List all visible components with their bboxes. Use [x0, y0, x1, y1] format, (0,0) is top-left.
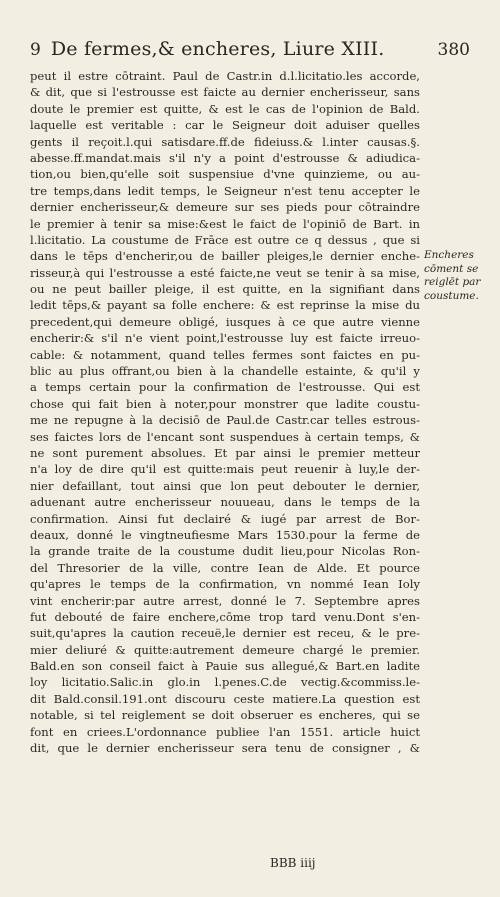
margin-note-line: Encheres [424, 249, 474, 261]
text-line: cable: & notamment, quand telles fermes sont faictes en pu- [30, 347, 420, 362]
text-line: loy licitatio.Salic.in glo.in l.penes.C.de vectig.&commiss.le- [30, 675, 420, 690]
text-line: chose qui fait bien à noter,pour monstrer que ladite coustu- [30, 396, 420, 411]
running-title: De fermes,& encheres, Liure XIII. [50, 38, 385, 60]
text-line: dit Bald.consil.191.ont discouru ceste matiere.La question est [30, 691, 420, 706]
text-line: risseur,à qui l'estrousse a esté faicte,ne veut se tenir à sa mise, [30, 265, 420, 280]
body-text [30, 68, 420, 756]
margin-note-line: cōment se [424, 262, 479, 275]
text-line: laquelle est veritable : car le Seigneur doit aduiser quelles [30, 118, 420, 133]
text-line: Bald.en son conseil faict à Pauie sus allegué,& Bart.en ladite [30, 659, 420, 674]
text-line: peut il estre cōtraint. Paul de Castr.in d.l.licitatio.les accorde, [30, 69, 420, 83]
text-line: deaux, donné le vingtneufiesme Mars 1530.pour la ferme de [30, 527, 420, 542]
text-line: ledit tēps,& payant sa folle enchere: & est reprinse la mise du [30, 298, 420, 313]
text-line: ses faictes lors de l'encant sont suspendues à certain temps, & [30, 429, 420, 444]
text-line: n'a loy de dire qu'il est quitte:mais peut reuenir à luy,le der- [30, 462, 420, 477]
text-line: font en criees.L'ordonnance publiee l'an 1551. article huict [30, 724, 420, 739]
text-line: gents il reçoit.l.qui satisdare.ff.de fideiuss.& l.inter causas.§. [30, 134, 420, 149]
text-line: confirmation. Ainsi fut declairé & iugé par arrest de Bor- [30, 511, 420, 526]
section-mark: 9 [30, 40, 41, 60]
text-line: me ne repugne à la decisiō de Paul.de Castr.car telles estrous- [30, 413, 420, 428]
margin-note [424, 249, 488, 303]
text-line: fut debouté de faire enchere,cōme trop tard venu.Dont s'en- [30, 609, 420, 624]
text-line: dans le tēps d'encherir,ou de bailler pleiges,le dernier enche- [30, 249, 420, 264]
text-line: & dit, que si l'estrousse est faicte au dernier encherisseur, sans [30, 85, 420, 100]
margin-note-line: reiglēt par [424, 276, 481, 288]
text-line: tre temps,dans ledit temps, le Seigneur n'est tenu accepter le [30, 183, 420, 198]
signature-mark: BBB iiij [270, 856, 316, 870]
text-line: a temps certain pour la confirmation de l'estrousse. Qui est [30, 380, 420, 395]
text-line: mier deliuré & quitte:autrement demeure chargé le premier. [30, 642, 420, 657]
running-header [30, 38, 470, 66]
text-line: encherir:& s'il n'e vient point,l'estrousse luy est faicte irreuo- [30, 331, 420, 346]
text-line: doute le premier est quitte, & est le cas de l'opinion de Bald. [30, 101, 420, 116]
text-line: aduenant autre encherisseur nouueau, dans le temps de la [30, 495, 420, 510]
margin-note-line: coustume. [424, 289, 479, 302]
text-line: blic au plus offrant,ou bien à la chandelle estainte, & qu'il y [30, 364, 420, 379]
text-line: tion,ou bien,qu'elle soit suspensiue d'vne quinzieme, ou au- [30, 167, 420, 182]
folio-number: 380 [437, 40, 470, 60]
text-line: nier defaillant, tout ainsi que lon peut debouter le dernier, [30, 478, 420, 493]
text-line: precedent,qui demeure obligé, iusques à ce que autre vienne [30, 314, 420, 329]
text-line: la grande traite de la coustume dudit lieu,pour Nicolas Ron- [30, 544, 420, 559]
text-line: del Thresorier de la ville, contre Iean de Alde. Et pource [30, 560, 420, 575]
text-line: dernier encherisseur,& demeure sur ses pieds pour cōtraindre [30, 200, 420, 215]
text-line: ne sont purement absolues. Et par ainsi le premier metteur [30, 445, 420, 460]
text-line: qu'apres le temps de la confirmation, vn nommé Iean Ioly [30, 577, 420, 592]
text-line: ou ne peut bailler pleige, il est quitte, en la signifiant dans [30, 282, 420, 297]
text-line: abesse.ff.mandat.mais s'il n'y a point d'estrousse & adiudica- [30, 150, 420, 165]
text-line: le premier à tenir sa mise:&est le faict de l'opiniō de Bart. in [30, 216, 420, 231]
text-line: notable, si tel reiglement se doit obseruer es encheres, qui se [30, 708, 420, 723]
text-line: dit, que le dernier encherisseur sera tenu de consigner , & [30, 741, 420, 756]
text-line: l.licitatio. La coustume de Frāce est outre ce q dessus , que si [30, 232, 420, 247]
text-line: vint encherir:par autre arrest, donné le 7. Septembre apres [30, 593, 420, 608]
text-line: suit,qu'apres la caution receuë,le dernier est receu, & le pre- [30, 626, 420, 641]
